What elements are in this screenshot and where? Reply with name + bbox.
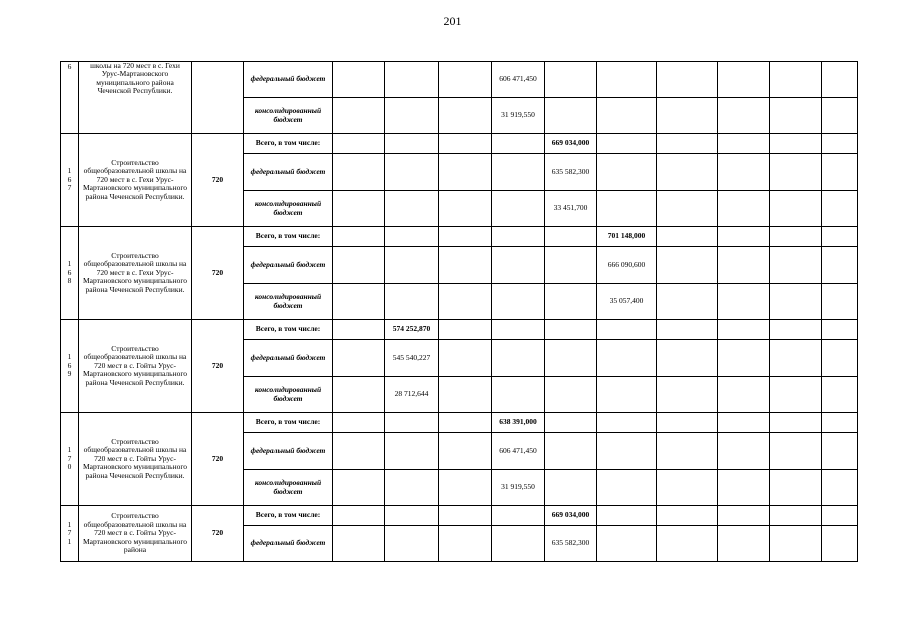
empty-cell	[333, 191, 385, 227]
amount-consolidated: 31 919,550	[492, 470, 545, 506]
empty-cell	[657, 413, 718, 433]
empty-cell	[439, 134, 492, 154]
row-number	[61, 320, 79, 413]
empty-cell	[545, 98, 597, 134]
empty-cell	[822, 413, 858, 433]
amount-total: 669 034,000	[545, 506, 597, 526]
empty-cell	[770, 320, 822, 340]
empty-cell	[439, 433, 492, 470]
code-cell: 720	[192, 320, 244, 413]
empty-cell	[597, 470, 657, 506]
empty-cell	[385, 98, 439, 134]
funding-source-total: Всего, в том числе:	[244, 227, 333, 247]
empty-cell	[492, 191, 545, 227]
amount-consolidated: 31 919,550	[492, 98, 545, 134]
empty-cell	[545, 320, 597, 340]
funding-source-total: Всего, в том числе:	[244, 320, 333, 340]
empty-cell	[492, 340, 545, 377]
row-number-digit: 1	[67, 445, 72, 455]
empty-cell	[492, 227, 545, 247]
row-number-digit: 1	[67, 259, 72, 269]
empty-cell	[333, 470, 385, 506]
empty-cell	[770, 470, 822, 506]
empty-cell	[597, 62, 657, 98]
funding-source-federal: федеральный бюджет	[244, 526, 333, 562]
empty-cell	[822, 134, 858, 154]
empty-cell	[333, 134, 385, 154]
empty-cell	[439, 62, 492, 98]
empty-cell	[597, 526, 657, 562]
empty-cell	[718, 506, 770, 526]
amount-total: 574 252,870	[385, 320, 439, 340]
empty-cell	[545, 62, 597, 98]
empty-cell	[657, 320, 718, 340]
amount-consolidated: 35 057,400	[597, 284, 657, 320]
row-number	[61, 227, 79, 320]
table-row	[61, 227, 858, 247]
empty-cell	[657, 134, 718, 154]
empty-cell	[770, 340, 822, 377]
row-number-digit: 7	[67, 528, 72, 538]
empty-cell	[822, 340, 858, 377]
empty-cell	[333, 377, 385, 413]
empty-cell	[492, 284, 545, 320]
code-cell	[192, 62, 244, 134]
empty-cell	[385, 191, 439, 227]
empty-cell	[385, 134, 439, 154]
empty-cell	[718, 62, 770, 98]
amount-consolidated: 28 712,644	[385, 377, 439, 413]
empty-cell	[333, 433, 385, 470]
object-name: Строительство общеобразовательной школы на 720 мест в с. Гойты Урус-Мартановского муниципального района	[79, 506, 192, 562]
row-number-digit: 1	[67, 166, 72, 176]
object-name: Строительство общеобразовательной школы на 720 мест в с. Гойты Урус-Мартановского муниципального района Чеченской Республики.	[79, 320, 192, 413]
amount-total: 669 034,000	[545, 134, 597, 154]
empty-cell	[597, 134, 657, 154]
empty-cell	[657, 284, 718, 320]
empty-cell	[333, 62, 385, 98]
budget-table	[60, 61, 858, 562]
empty-cell	[770, 98, 822, 134]
empty-cell	[770, 506, 822, 526]
empty-cell	[770, 433, 822, 470]
empty-cell	[718, 284, 770, 320]
empty-cell	[718, 433, 770, 470]
empty-cell	[333, 340, 385, 377]
empty-cell	[385, 470, 439, 506]
row-number	[61, 413, 79, 506]
empty-cell	[545, 470, 597, 506]
empty-cell	[657, 470, 718, 506]
empty-cell	[439, 506, 492, 526]
empty-cell	[822, 284, 858, 320]
empty-cell	[597, 191, 657, 227]
empty-cell	[718, 377, 770, 413]
row-number-digit: 6	[67, 267, 72, 277]
empty-cell	[597, 433, 657, 470]
empty-cell	[492, 154, 545, 191]
empty-cell	[545, 413, 597, 433]
empty-cell	[439, 284, 492, 320]
amount-federal: 606 471,450	[492, 62, 545, 98]
funding-source-federal: федеральный бюджет	[244, 340, 333, 377]
empty-cell	[770, 191, 822, 227]
empty-cell	[492, 377, 545, 413]
funding-source-consolidated: консолидированный бюджет	[244, 191, 333, 227]
empty-cell	[492, 506, 545, 526]
empty-cell	[439, 247, 492, 284]
amount-federal: 635 582,300	[545, 526, 597, 562]
empty-cell	[333, 526, 385, 562]
amount-consolidated: 33 451,700	[545, 191, 597, 227]
empty-cell	[657, 227, 718, 247]
empty-cell	[439, 154, 492, 191]
row-number-digit: 7	[67, 183, 72, 193]
empty-cell	[439, 227, 492, 247]
empty-cell	[770, 284, 822, 320]
empty-cell	[333, 98, 385, 134]
empty-cell	[545, 284, 597, 320]
empty-cell	[439, 98, 492, 134]
empty-cell	[657, 433, 718, 470]
empty-cell	[385, 227, 439, 247]
funding-source-consolidated: консолидированный бюджет	[244, 377, 333, 413]
row-number-digit: 9	[67, 369, 72, 379]
funding-source-federal: федеральный бюджет	[244, 433, 333, 470]
empty-cell	[657, 526, 718, 562]
empty-cell	[770, 62, 822, 98]
empty-cell	[718, 154, 770, 191]
row-number	[61, 134, 79, 227]
page-number: 201	[443, 14, 462, 28]
code-cell: 720	[192, 227, 244, 320]
empty-cell	[770, 247, 822, 284]
empty-cell	[333, 413, 385, 433]
funding-source-federal: федеральный бюджет	[244, 247, 333, 284]
amount-federal: 635 582,300	[545, 154, 597, 191]
amount-total: 701 148,000	[597, 227, 657, 247]
empty-cell	[718, 526, 770, 562]
empty-cell	[770, 377, 822, 413]
empty-cell	[597, 154, 657, 191]
empty-cell	[385, 433, 439, 470]
row-number-digit: 6	[67, 360, 72, 370]
row-number-digit: 7	[67, 453, 72, 463]
empty-cell	[545, 247, 597, 284]
empty-cell	[718, 134, 770, 154]
empty-cell	[385, 154, 439, 191]
empty-cell	[597, 320, 657, 340]
code-cell: 720	[192, 506, 244, 562]
empty-cell	[718, 191, 770, 227]
empty-cell	[718, 470, 770, 506]
table-body	[61, 62, 858, 562]
empty-cell	[333, 227, 385, 247]
empty-cell	[822, 470, 858, 506]
empty-cell	[718, 320, 770, 340]
empty-cell	[822, 98, 858, 134]
row-number	[61, 62, 79, 134]
row-number-digit: 1	[67, 519, 72, 529]
empty-cell	[385, 62, 439, 98]
empty-cell	[822, 227, 858, 247]
amount-federal: 606 471,450	[492, 433, 545, 470]
empty-cell	[822, 320, 858, 340]
empty-cell	[770, 413, 822, 433]
amount-federal: 666 090,600	[597, 247, 657, 284]
code-cell: 720	[192, 134, 244, 227]
empty-cell	[657, 506, 718, 526]
empty-cell	[545, 377, 597, 413]
empty-cell	[657, 98, 718, 134]
row-number-digit: 1	[67, 352, 72, 362]
empty-cell	[439, 320, 492, 340]
empty-cell	[822, 433, 858, 470]
empty-cell	[385, 247, 439, 284]
empty-cell	[333, 247, 385, 284]
empty-cell	[657, 154, 718, 191]
empty-cell	[597, 377, 657, 413]
row-number-digit: 8	[67, 276, 72, 286]
empty-cell	[718, 247, 770, 284]
empty-cell	[545, 227, 597, 247]
funding-source-consolidated: консолидированный бюджет	[244, 470, 333, 506]
empty-cell	[545, 340, 597, 377]
empty-cell	[333, 284, 385, 320]
empty-cell	[492, 134, 545, 154]
empty-cell	[492, 247, 545, 284]
funding-source-total: Всего, в том числе:	[244, 413, 333, 433]
empty-cell	[822, 377, 858, 413]
empty-cell	[718, 413, 770, 433]
empty-cell	[822, 154, 858, 191]
empty-cell	[657, 377, 718, 413]
table-row	[61, 413, 858, 433]
row-number-digit: 1	[67, 536, 72, 546]
code-cell: 720	[192, 413, 244, 506]
object-name: школы на 720 мест в с. Гехи Урус-Мартановского муниципального района Чеченской Республики.	[79, 62, 192, 134]
empty-cell	[492, 526, 545, 562]
empty-cell	[439, 413, 492, 433]
empty-cell	[597, 98, 657, 134]
empty-cell	[597, 340, 657, 377]
empty-cell	[385, 284, 439, 320]
empty-cell	[439, 526, 492, 562]
empty-cell	[657, 191, 718, 227]
empty-cell	[333, 154, 385, 191]
empty-cell	[770, 134, 822, 154]
empty-cell	[718, 340, 770, 377]
empty-cell	[657, 247, 718, 284]
empty-cell	[657, 340, 718, 377]
empty-cell	[822, 247, 858, 284]
empty-cell	[770, 154, 822, 191]
empty-cell	[333, 506, 385, 526]
empty-cell	[770, 227, 822, 247]
row-number-digit: 6	[67, 174, 72, 184]
empty-cell	[597, 506, 657, 526]
empty-cell	[492, 320, 545, 340]
funding-source-total: Всего, в том числе:	[244, 134, 333, 154]
empty-cell	[770, 526, 822, 562]
funding-source-federal: федеральный бюджет	[244, 154, 333, 191]
empty-cell	[822, 506, 858, 526]
empty-cell	[822, 191, 858, 227]
funding-source-federal: федеральный бюджет	[244, 62, 333, 98]
empty-cell	[822, 526, 858, 562]
row-number-digit: 6	[67, 62, 72, 71]
object-name: Строительство общеобразовательной школы на 720 мест в с. Гехи Урус-Мартановского муниципального района Чеченской Республики.	[79, 134, 192, 227]
empty-cell	[385, 526, 439, 562]
table-row	[61, 134, 858, 154]
empty-cell	[718, 227, 770, 247]
empty-cell	[385, 413, 439, 433]
row-number	[61, 506, 79, 562]
empty-cell	[439, 377, 492, 413]
object-name: Строительство общеобразовательной школы на 720 мест в с. Гойты Урус-Мартановского муниципального района Чеченской Республики.	[79, 413, 192, 506]
funding-source-consolidated: консолидированный бюджет	[244, 284, 333, 320]
table-row	[61, 320, 858, 340]
empty-cell	[333, 320, 385, 340]
object-name: Строительство общеобразовательной школы на 720 мест в с. Гехи Урус-Мартановского муниципального района Чеченской Республики.	[79, 227, 192, 320]
empty-cell	[385, 506, 439, 526]
amount-total: 638 391,000	[492, 413, 545, 433]
empty-cell	[822, 62, 858, 98]
empty-cell	[657, 62, 718, 98]
empty-cell	[718, 98, 770, 134]
empty-cell	[597, 413, 657, 433]
empty-cell	[439, 191, 492, 227]
row-number-digit: 0	[67, 462, 72, 472]
funding-source-total: Всего, в том числе:	[244, 506, 333, 526]
empty-cell	[439, 470, 492, 506]
table-row	[61, 62, 858, 98]
empty-cell	[439, 340, 492, 377]
amount-federal: 545 540,227	[385, 340, 439, 377]
funding-source-consolidated: консолидированный бюджет	[244, 98, 333, 134]
empty-cell	[545, 433, 597, 470]
table-row	[61, 506, 858, 526]
